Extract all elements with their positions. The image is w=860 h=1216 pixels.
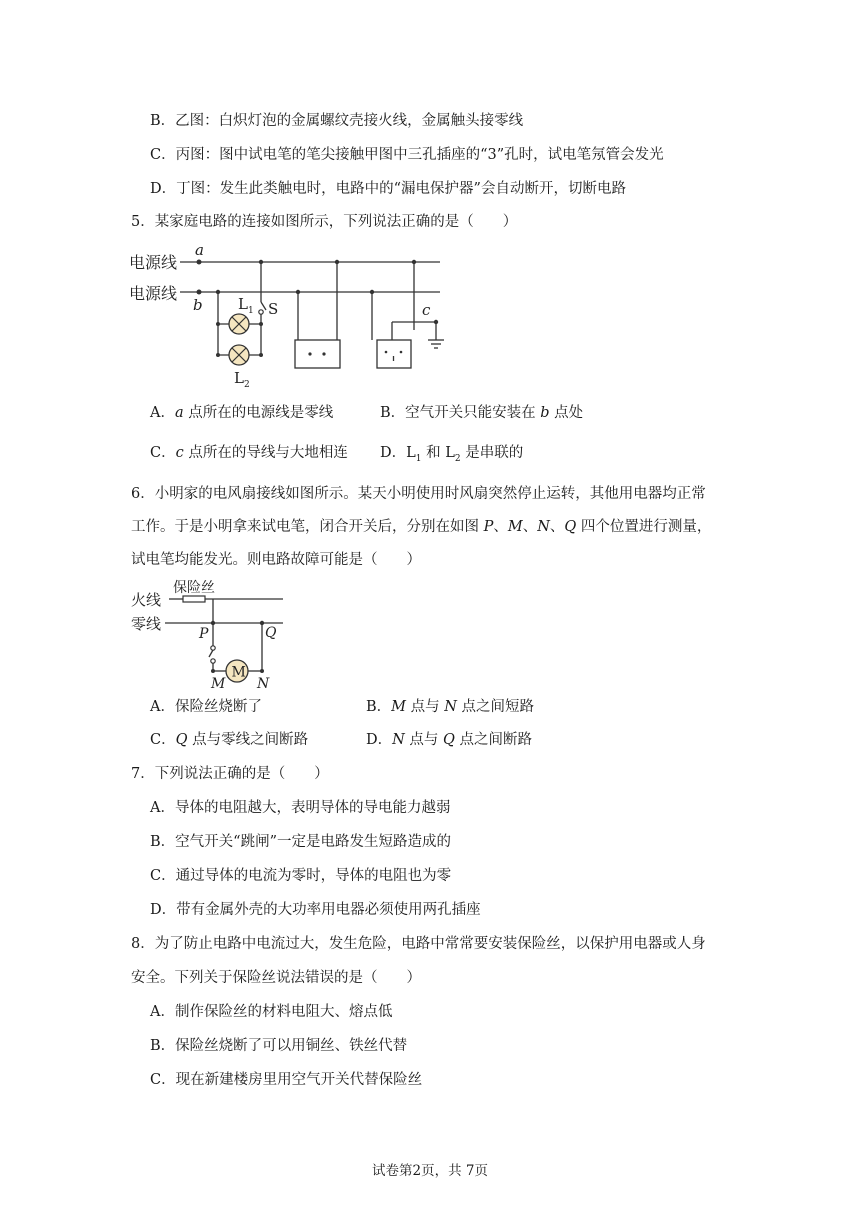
motor-symbol — [226, 660, 248, 682]
point-a-label: a — [195, 241, 204, 259]
wire2-label: 电源线 — [129, 284, 178, 303]
q8-option-b: B．保险丝烧断了可以用铜丝、铁丝代替 — [150, 1038, 408, 1054]
point-c-label: c — [422, 301, 431, 319]
point-q-label: Q — [265, 625, 277, 641]
q6-option-a: A．保险丝烧断了 — [150, 699, 262, 715]
page-footer: 试卷第2页，共 7页 — [372, 1163, 488, 1179]
switch-label: S — [268, 300, 279, 318]
lamp-l2-symbol — [229, 345, 249, 365]
point-m-label: M — [211, 676, 226, 692]
neutral-wire-label: 零线 — [131, 615, 162, 633]
q6-fan-circuit-diagram — [125, 577, 290, 692]
q4-option-b: B．乙图：白炽灯泡的金属螺纹壳接火线，金属触头接零线 — [150, 113, 524, 129]
q5-option-b: B．空气开关只能安装在 b 点处 — [380, 405, 584, 421]
q5-option-a: A．a 点所在的电源线是零线 — [150, 405, 334, 421]
q6-stem-line3: 试电笔均能发光。则电路故障可能是（ ） — [131, 552, 421, 568]
q7-option-a: A．导体的电阻越大，表明导体的导电能力越弱 — [150, 800, 451, 816]
lamp-l1-symbol — [229, 314, 249, 334]
q5-option-d: D．$L_1$ 和 $L_2$ 是串联的 — [380, 445, 524, 464]
q4-option-d: D．丁图：发生此类触电时，电路中的“漏电保护器”会自动断开，切断电路 — [150, 181, 626, 197]
q7-stem: 7．下列说法正确的是（ ） — [131, 766, 329, 782]
fuse-label: 保险丝 — [173, 580, 215, 596]
q6-option-d: D．N 点与 Q 点之间断路 — [366, 732, 533, 748]
q5-circuit-diagram — [120, 240, 450, 390]
lamp1-label: L — [238, 295, 248, 313]
q7-option-b: B．空气开关“跳闸”一定是电路发生短路造成的 — [150, 834, 451, 850]
q6-stem-line1: 6．小明家的电风扇接线如图所示。某天小明使用时风扇突然停止运转，其他用电器均正常 — [131, 486, 706, 502]
q5-option-c: C．c 点所在的导线与大地相连 — [150, 445, 348, 461]
point-p-label: P — [199, 626, 209, 642]
motor-label: M — [231, 664, 246, 681]
q8-option-a: A．制作保险丝的材料电阻大、熔点低 — [150, 1004, 393, 1020]
q8-option-c: C．现在新建楼房里用空气开关代替保险丝 — [150, 1072, 423, 1088]
lamp2-subscript: 2 — [244, 380, 250, 390]
q8-stem-line2: 安全。下列关于保险丝说法错误的是（ ） — [131, 970, 421, 986]
q7-option-d: D．带有金属外壳的大功率用电器必须使用两孔插座 — [150, 902, 481, 918]
point-n-label: N — [257, 676, 270, 692]
q7-option-c: C．通过导体的电流为零时，导体的电阻也为零 — [150, 868, 452, 884]
q4-option-c: C．丙图：图中试电笔的笔尖接触甲图中三孔插座的“3”孔时，试电笔氖管会发光 — [150, 147, 664, 163]
lamp2-label: L — [234, 369, 244, 387]
q5-stem: 5．某家庭电路的连接如图所示，下列说法正确的是（ ） — [131, 214, 518, 230]
q8-stem-line1: 8．为了防止电路中电流过大，发生危险，电路中常常要安装保险丝，以保护用电器或人身 — [131, 936, 706, 952]
q6-option-b: B．M 点与 N 点之间短路 — [366, 699, 535, 715]
q6-option-c: C．Q 点与零线之间断路 — [150, 732, 309, 748]
live-wire-label: 火线 — [131, 591, 162, 609]
lamp1-subscript: 1 — [248, 306, 254, 316]
point-b-label: b — [193, 296, 203, 314]
q6-stem-line2: 工作。于是小明拿来试电笔，闭合开关后，分别在如图 P、M、N、Q 四个位置进行测量， — [131, 519, 712, 535]
wire1-label: 电源线 — [129, 253, 178, 272]
